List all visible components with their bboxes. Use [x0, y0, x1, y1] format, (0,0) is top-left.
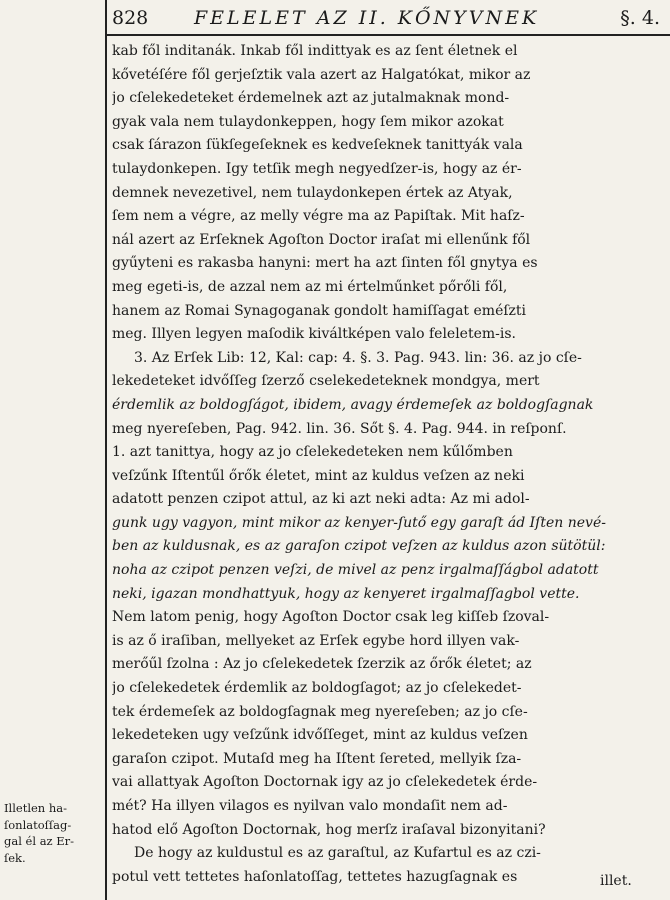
- text-line: kab fől inditanák. Inkab fől indittyak es az ſent életnek el: [112, 43, 518, 59]
- header-rule: [105, 34, 670, 36]
- text-line: De hogy az kuldustul es az garaſtul, az Kufartul es az czi-: [134, 845, 541, 862]
- text-line: 3. Az Erſek Lib: 12, Kal: cap: 4. §. 3. Pag. 943. lin: 36. az jo cſe-: [134, 349, 582, 366]
- margin-note-line: gal él az Er-: [4, 834, 75, 848]
- section-mark: §. 4.: [620, 7, 660, 29]
- text-line: meg nyereſeben, Pag. 942. lin. 36. Sőt §. 4. Pag. 944. in reſponſ.: [112, 420, 567, 437]
- running-title: FELELET AZ II. KŐNYVNEK: [194, 7, 540, 29]
- text-line: adatott penzen czipot attul, az ki azt neki adta: Az mi adol-: [112, 491, 530, 508]
- text-line: is az ő iraſiban, mellyeket az Erſek egybe hord illyen vak-: [112, 632, 520, 649]
- text-line: mét? Ha illyen vilagos es nyilvan valo mondaſit nem ad-: [112, 798, 508, 814]
- text-line: meg. Illyen legyen maſodik kiváltképen valo feleletem-is.: [112, 326, 516, 343]
- text-line: hanem az Romai Synagoganak gondolt hamiſſagat eméſzti: [112, 302, 527, 319]
- text-line: 1. azt tanittya, hogy az jo cſelekedeteken nem kűlőmben: [112, 444, 513, 461]
- text-line: hatod elő Agoſton Doctornak, hog merſz iraſaval bizonyitani?: [112, 821, 546, 838]
- text-line: csak ſárazon ſükſegeſeknek es kedveſeknek tanittyák vala: [112, 137, 523, 154]
- text-line: kővetéſére fől gerjeſztik vala azert az Halgatókat, mikor az: [112, 66, 531, 83]
- text-line: tek érdemeſek az boldogſagnak meg nyereſeben; az jo cſe-: [112, 703, 528, 720]
- text-line: noha az czipot penzen veſzi, de mivel az penz irgalmaſſágbol adatott: [112, 562, 599, 579]
- text-line: érdemlik az boldogſágot, ibidem, avagy érdemeſek az boldogſagnak: [112, 396, 594, 413]
- margin-note: [4, 800, 100, 866]
- text-line: lekedeteken ugy veſzűnk idvőſſeget, mint az kuldus veſzen: [112, 727, 528, 744]
- page-number: 828: [112, 7, 149, 29]
- text-line: potul vett tettetes haſonlatoſſag, tettetes hazugſagnak es: [112, 868, 518, 885]
- text-line: jo cſelekedeteket érdemelnek azt az jutalmaknak mond-: [112, 90, 510, 107]
- text-line: merőűl ſzolna : Az jo cſelekedetek ſzerzik az őrők életet; az: [112, 656, 532, 673]
- catchword: illet.: [600, 873, 632, 889]
- text-line: demnek nevezetivel, nem tulaydonkepen értek az Atyak,: [112, 184, 513, 201]
- page-header: [112, 4, 660, 32]
- text-line: vai allattyak Agoſton Doctornak igy az jo cſelekedetek érde-: [112, 774, 538, 791]
- body-text: [112, 40, 660, 889]
- text-line: nál azert az Erſeknek Agoſton Doctor iraſat mi ellenűnk fől: [112, 231, 531, 248]
- margin-rule: [105, 0, 107, 900]
- text-line: gyak vala nem tulaydonkeppen, hogy ſem mikor azokat: [112, 113, 504, 130]
- margin-note-line: ſek.: [4, 850, 26, 865]
- text-line: gunk ugy vagyon, mint mikor az kenyer-ſutő egy garaſt ád Iſten nevé-: [112, 514, 606, 531]
- text-line: garaſon czipot. Mutaſd meg ha Iſtent ſereted, mellyik ſza-: [112, 750, 522, 767]
- text-line: veſzűnk Iſtentűl őrők életet, mint az kuldus veſzen az neki: [112, 467, 525, 484]
- text-line: tulaydonkepen. Igy tetſik megh negyedſzer-is, hogy az ér-: [112, 160, 522, 177]
- text-line: ben az kuldusnak, es az garaſon czipot veſzen az kuldus azon sütötül:: [112, 538, 606, 555]
- text-line: Nem latom penig, hogy Agoſton Doctor csak leg kiſſeb ſzoval-: [112, 609, 550, 626]
- text-line: lekedeteket idvőſſeg ſzerző cselekedeteknek mondgya, mert: [112, 373, 540, 390]
- margin-note-line: Illetlen ha-: [4, 801, 68, 815]
- text-line: jo cſelekedetek érdemlik az boldogſagot; az jo cſelekedet-: [112, 680, 522, 697]
- text-line: meg egeti-is, de azzal nem az mi értelműnket pőrőli fől,: [112, 278, 508, 295]
- margin-note-line: ſonlatoſſag-: [4, 817, 72, 832]
- text-line: ſem nem a végre, az melly végre ma az Papiſtak. Mit haſz-: [112, 208, 525, 225]
- text-line: neki, igazan mondhattyuk, hogy az kenyeret irgalmaſſagbol vette.: [112, 585, 580, 602]
- text-line: gyűyteni es rakasba hanyni: mert ha azt ſinten fől gnytya es: [112, 255, 538, 272]
